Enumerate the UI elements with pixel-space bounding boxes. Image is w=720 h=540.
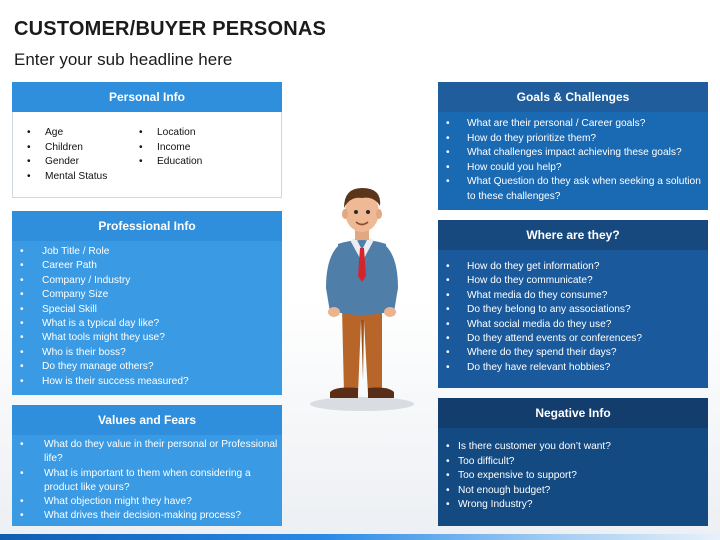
bottom-accent-bar <box>0 534 720 540</box>
list-item: • Age <box>27 126 139 141</box>
where-are-they-body <box>438 250 708 388</box>
personal-info-list-right <box>139 126 259 184</box>
list-item: • What objection might they have? <box>20 495 282 509</box>
list-item: • What media do they consume? <box>446 289 708 303</box>
list-item: • Do they manage others? <box>20 360 282 374</box>
list-item: • Special Skill <box>20 303 282 317</box>
list-item: • How could you help? <box>446 161 704 176</box>
professional-info-card <box>12 211 282 395</box>
negative-info-card <box>438 398 708 526</box>
list-item: • Job Title / Role <box>20 245 282 259</box>
professional-info-heading: Professional Info <box>12 211 282 241</box>
negative-info-body <box>438 428 708 526</box>
list-item: • What challenges impact achieving these goals? <box>446 146 704 161</box>
goals-challenges-card <box>438 82 708 210</box>
personal-info-list-left <box>27 126 139 184</box>
negative-info-list <box>446 440 708 513</box>
list-item: • Who is their boss? <box>20 346 282 360</box>
goals-challenges-heading: Goals & Challenges <box>438 82 708 112</box>
list-item: • Too difficult? <box>446 455 708 470</box>
list-item: • Location <box>139 126 259 141</box>
list-item: • Where do they spend their days? <box>446 346 708 360</box>
list-item: • Not enough budget? <box>446 484 708 499</box>
list-item: • Is there customer you don’t want? <box>446 440 708 455</box>
list-item: • Do they have relevant hobbies? <box>446 361 708 375</box>
list-item: • Gender <box>27 155 139 170</box>
list-item: • Do they belong to any associations? <box>446 303 708 317</box>
where-are-they-heading: Where are they? <box>438 220 708 250</box>
where-are-they-list <box>446 260 708 375</box>
list-item: • Career Path <box>20 259 282 273</box>
professional-info-body <box>12 241 282 395</box>
professional-info-list <box>20 245 282 389</box>
values-fears-list <box>20 438 282 524</box>
personal-info-heading: Personal Info <box>12 82 282 112</box>
list-item: • How do they prioritize them? <box>446 132 704 147</box>
list-item: • Company Size <box>20 288 282 302</box>
page-subtitle: Enter your sub headline here <box>14 50 233 69</box>
negative-info-heading: Negative Info <box>438 398 708 428</box>
list-item: • Income <box>139 141 259 156</box>
values-fears-card <box>12 405 282 526</box>
goals-challenges-body <box>438 112 708 210</box>
list-item: • What do they value in their personal or Professional life? <box>20 438 282 467</box>
list-item: • Do they attend events or conferences? <box>446 332 708 346</box>
persona-figure-illustration <box>300 180 424 420</box>
list-item: • Wrong Industry? <box>446 498 708 513</box>
list-item: • How is their success measured? <box>20 375 282 389</box>
personal-info-card <box>12 82 282 198</box>
list-item: • Company / Industry <box>20 274 282 288</box>
list-item: • Children <box>27 141 139 156</box>
list-item: • What social media do they use? <box>446 318 708 332</box>
goals-challenges-list <box>446 117 704 204</box>
list-item: • Education <box>139 155 259 170</box>
personal-info-body <box>12 112 282 198</box>
list-item: • How do they communicate? <box>446 274 708 288</box>
list-item: • Mental Status <box>27 170 139 185</box>
list-item: • What Question do they ask when seeking a solution to these challenges? <box>446 175 704 204</box>
list-item: • What are their personal / Career goals? <box>446 117 704 132</box>
list-item: • Too expensive to support? <box>446 469 708 484</box>
list-item: • What drives their decision-making process? <box>20 509 282 523</box>
values-fears-body <box>12 435 282 526</box>
page-title: CUSTOMER/BUYER PERSONAS <box>14 18 327 40</box>
list-item: • How do they get information? <box>446 260 708 274</box>
values-fears-heading: Values and Fears <box>12 405 282 435</box>
list-item: • What tools might they use? <box>20 331 282 345</box>
list-item: • What is a typical day like? <box>20 317 282 331</box>
where-are-they-card <box>438 220 708 388</box>
list-item: • What is important to them when considering a product like yours? <box>20 467 282 496</box>
